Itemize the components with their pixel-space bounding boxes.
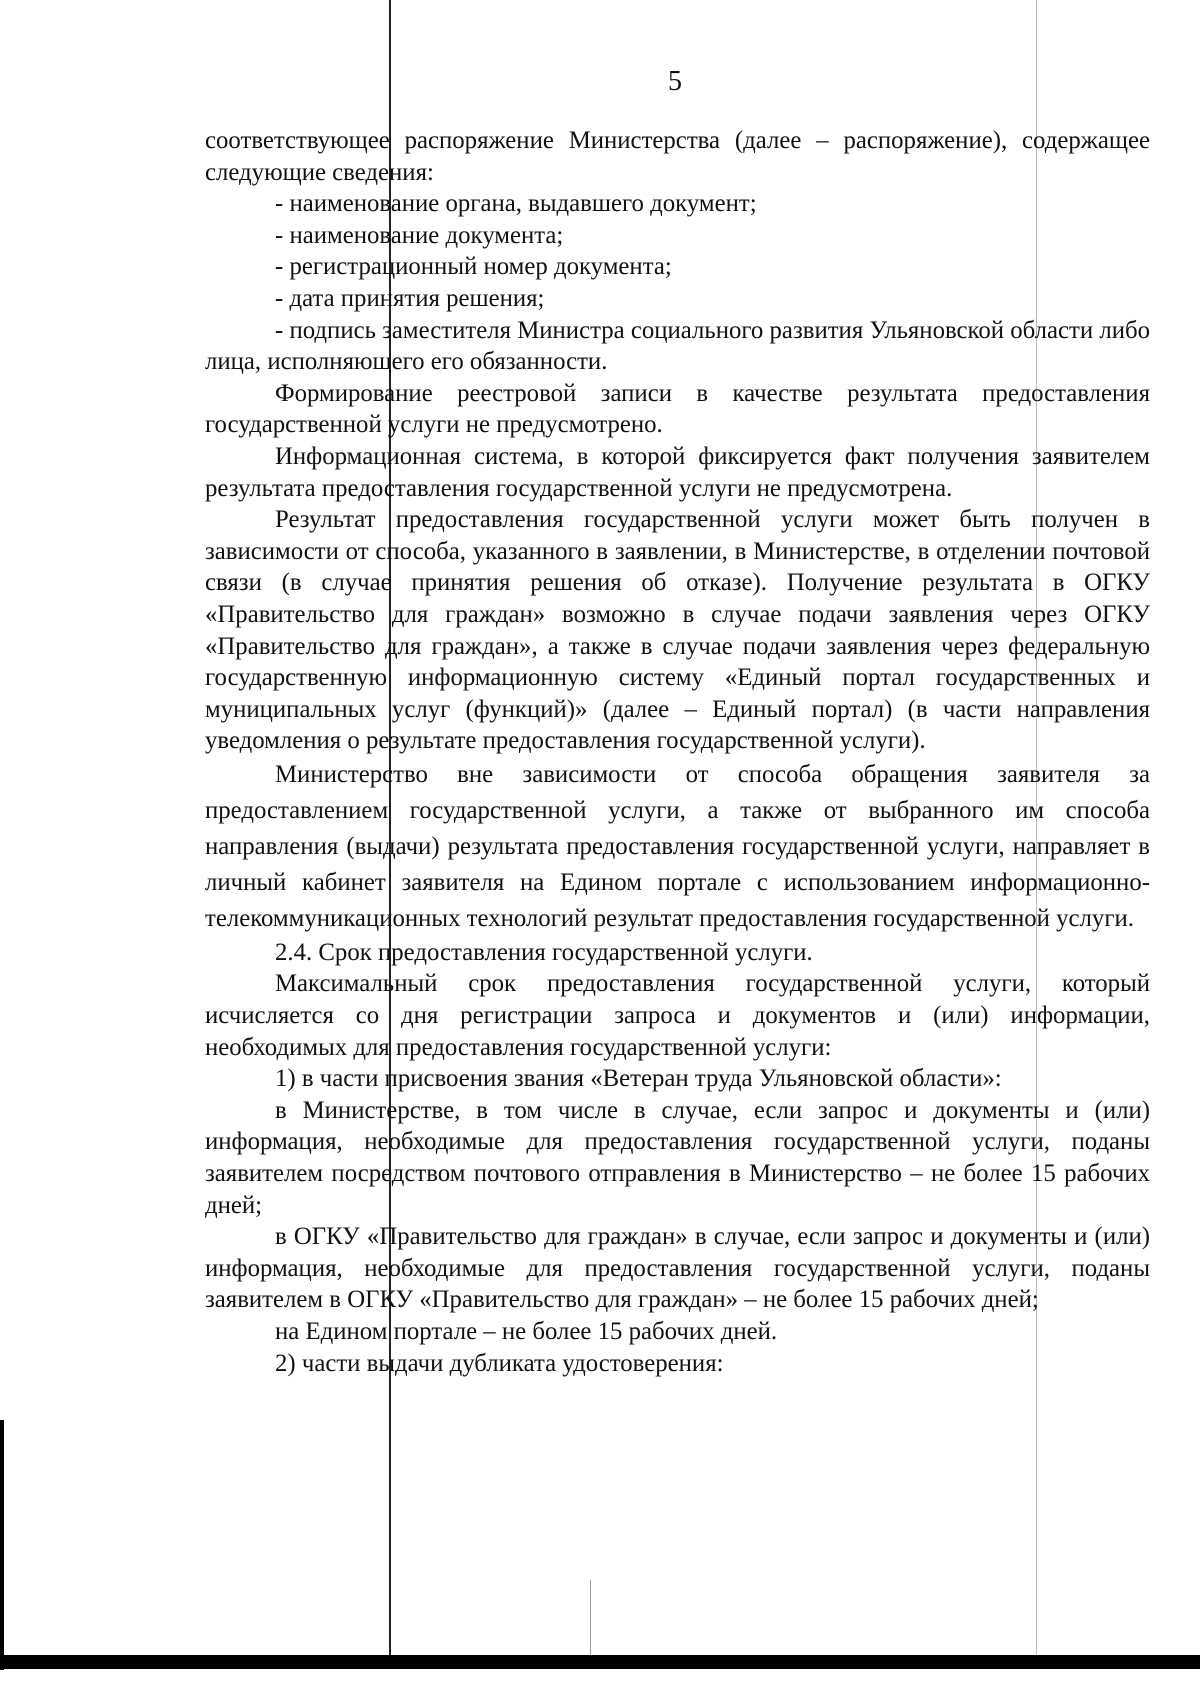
paragraph: Министерство вне зависимости от способа обращения заявителя за предоставлением государственной услуги, а также от выбранного им способа направления (выдачи) результата предоставления государственной услуги, направляет в личный кабинет заявителя на Едином портале с использованием информационно-телекоммуникационных технологий результат предоставления государственной услуги. <box>205 760 1150 932</box>
scan-artifact-edge <box>0 1655 1200 1669</box>
list-item: - дата принятия решения; <box>275 284 545 312</box>
paragraph: Информационная система, в которой фиксируется факт получения заявителем результата предоставления государственной услуги не предусмотрена. <box>205 442 1150 502</box>
list-item: - наименование органа, выдавшего документ; <box>275 190 757 218</box>
paragraph: в ОГКУ «Правительство для граждан» в случае, если запрос и документы и (или) информация, необходимые для предоставления государственной услуги, поданы заявителем в ОГКУ «Правительство для граждан» – не более 15 рабочих дней; <box>205 1223 1150 1314</box>
list-item: - подпись заместителя Министра социального развития Ульяновской области либо лица, исполняющего его обязанности. <box>205 316 1150 376</box>
document-body <box>205 125 1150 1379</box>
paragraph: в Министерстве, в том числе в случае, если запрос и документы и (или) информация, необходимые для предоставления государственной услуги, поданы заявителем посредством почтового отправления в Министерство – не более 15 рабочих дней; <box>205 1096 1150 1219</box>
paragraph: 2) части выдачи дубликата удостоверения: <box>275 1349 724 1377</box>
paragraph: Формирование реестровой записи в качестве результата предоставления государственной услуги не предусмотрено. <box>205 379 1150 439</box>
list-item: - регистрационный номер документа; <box>275 253 672 281</box>
list-item: - наименование документа; <box>275 221 564 249</box>
paragraph: 1) в части присвоения звания «Ветеран труда Ульяновской области»: <box>275 1065 1002 1093</box>
page-number: 5 <box>668 66 682 97</box>
paragraph: соответствующее распоряжение Министерства (далее – распоряжение), содержащее следующие сведения: <box>205 127 1150 186</box>
paragraph: Результат предоставления государственной услуги может быть получен в зависимости от способа, указанного в заявлении, в Министерстве, в отделении почтовой связи (в случае принятия решения об отказе). Получение результата в ОГКУ «Правительство для граждан» возможно в случае подачи заявления через ОГКУ «Правительство для граждан», а также в случае подачи заявления через федеральную государственную информационную систему «Единый портал государственных и муниципальных услуг (функций)» (далее – Единый портал) (в части направления уведомления о результате предоставления государственной услуги). <box>205 506 1150 755</box>
paragraph: Максимальный срок предоставления государственной услуги, который исчисляется со дня регистрации запроса и документов и (или) информации, необходимых для предоставления государственной услуги: <box>205 970 1150 1061</box>
paragraph: на Едином портале – не более 15 рабочих дней. <box>275 1318 778 1345</box>
scan-artifact-edge <box>0 1420 4 1670</box>
scan-artifact-line <box>590 1580 591 1655</box>
section-heading: 2.4. Срок предоставления государственной услуги. <box>275 938 813 966</box>
